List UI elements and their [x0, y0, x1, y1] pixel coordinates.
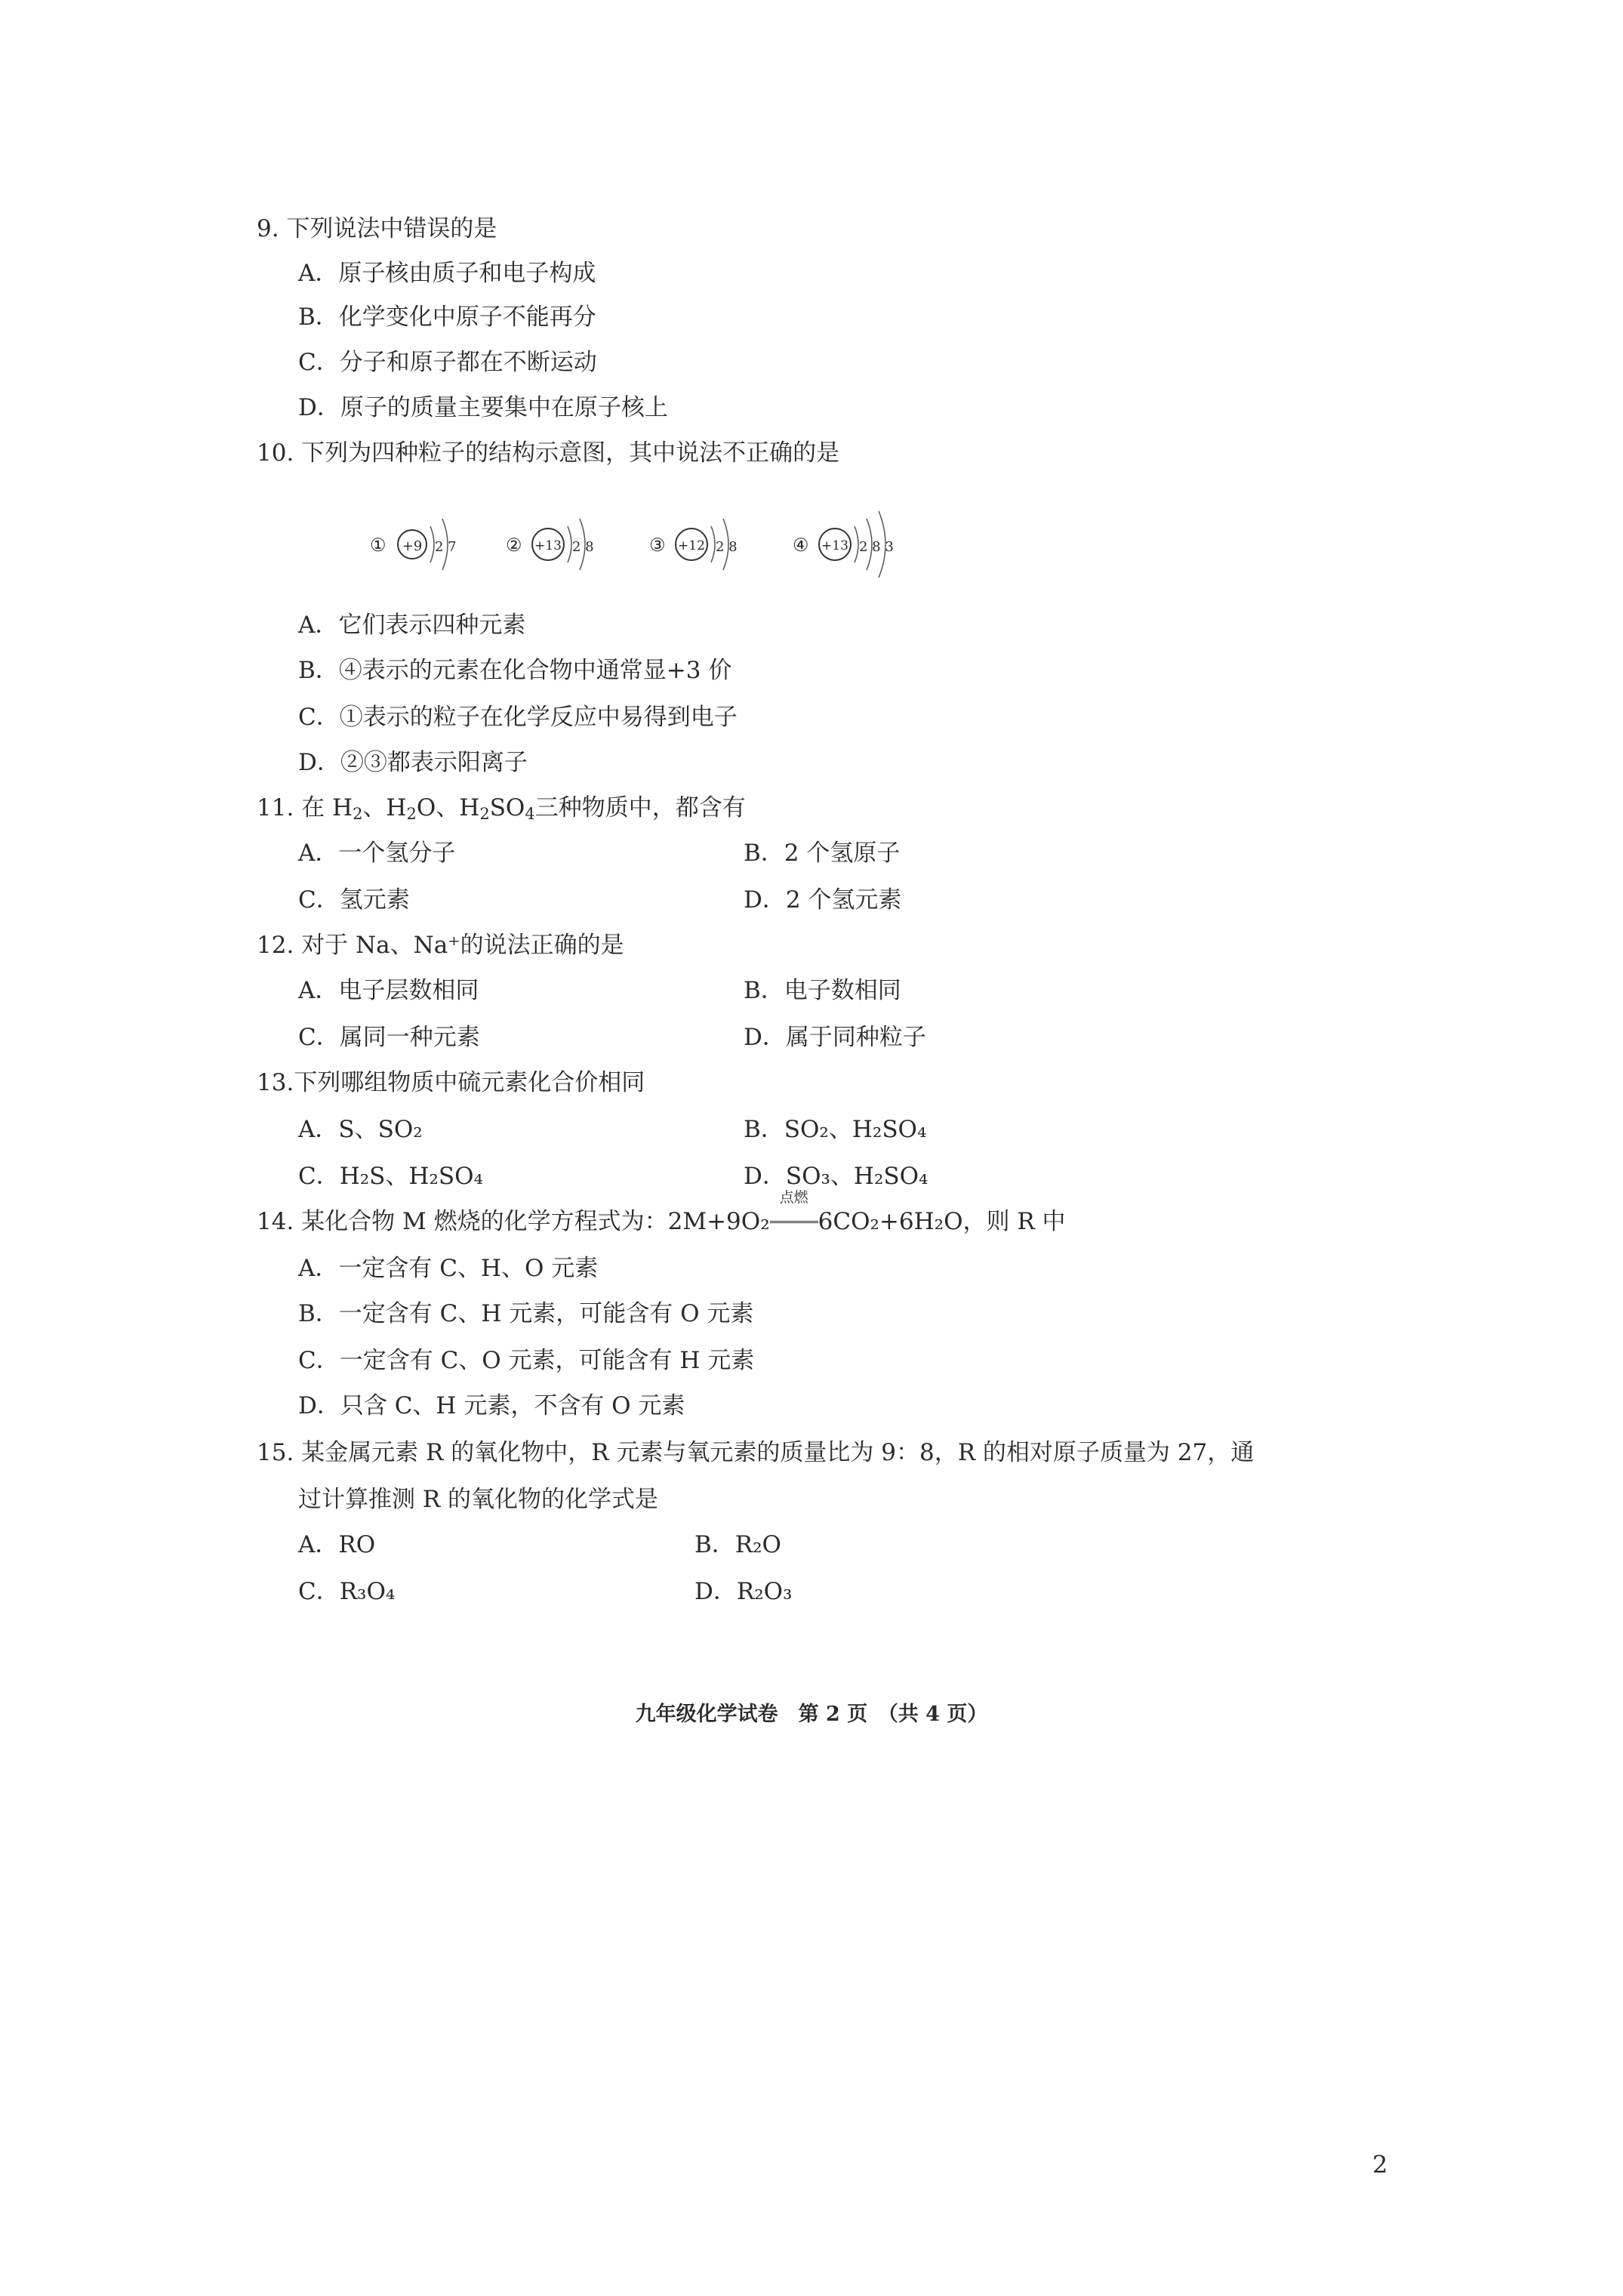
question-15-option-a: A．RO: [298, 1531, 376, 1558]
structure-diagram-2: [506, 519, 594, 570]
question-13-option-b: B．SO₂、H₂SO₄: [744, 1116, 927, 1143]
svg-text:+12: +12: [678, 538, 705, 553]
svg-text:②: ②: [506, 535, 522, 556]
question-9-option-a: A．原子核由质子和电子构成: [298, 260, 596, 287]
atomic-structure-diagrams: [370, 495, 944, 593]
question-15-stem-line2: 过计算推测 R 的氧化物的化学式是: [298, 1486, 659, 1513]
question-9-stem: 9. 下列说法中错误的是: [257, 215, 497, 242]
svg-text:④: ④: [793, 535, 809, 556]
svg-text:2 8: 2 8: [572, 539, 594, 555]
question-10-stem: 10. 下列为四种粒子的结构示意图，其中说法不正确的是: [257, 439, 840, 467]
question-14-stem: 14. 某化合物 M 燃烧的化学方程式为：2M+9O₂ 点燃 6CO₂+6H₂O，则 R 中: [257, 1189, 1066, 1235]
svg-text:+9: +9: [402, 538, 423, 554]
svg-text:①: ①: [370, 535, 387, 556]
question-14-option-c: C．一定含有 C、O 元素，可能含有 H 元素: [298, 1347, 755, 1374]
question-11-option-b: B．2 个氢原子: [744, 840, 901, 867]
question-9-option-d: D．原子的质量主要集中在原子核上: [298, 394, 668, 421]
question-12-option-a: A．电子层数相同: [298, 977, 479, 1004]
question-15-option-b: B．R₂O: [694, 1531, 781, 1558]
question-15-stem: 15. 某金属元素 R 的氧化物中，R 元素与氧元素的质量比为 9：8，R 的相对原子质量为 27，通: [257, 1439, 1255, 1466]
exam-footer: 九年级化学试卷 第 2 页 （共 4 页）: [635, 1703, 988, 1726]
question-12-option-d: D．属于同种粒子: [744, 1024, 926, 1051]
question-9-option-c: C．分子和原子都在不断运动: [298, 349, 597, 376]
svg-text:2 8 3: 2 8 3: [859, 539, 894, 555]
page-number: 2: [1372, 2150, 1388, 2179]
question-12-stem: 12. 对于 Na、Na⁺的说法正确的是: [257, 932, 624, 959]
svg-text:+13: +13: [534, 538, 562, 553]
question-12-option-b: B．电子数相同: [744, 977, 901, 1004]
svg-text:2 7: 2 7: [435, 539, 457, 555]
question-10-option-b: B．④表示的元素在化合物中通常显+3 价: [298, 657, 732, 684]
question-9-option-b: B．化学变化中原子不能再分: [298, 304, 596, 331]
question-13-stem: 13.下列哪组物质中硫元素化合价相同: [257, 1069, 645, 1096]
question-15-option-d: D．R₂O₃: [694, 1578, 793, 1605]
structure-diagram-1: [370, 519, 457, 570]
question-14-option-a: A．一定含有 C、H、O 元素: [298, 1255, 599, 1282]
question-11-option-d: D．2 个氢元素: [744, 886, 902, 914]
svg-text:2 8: 2 8: [716, 539, 738, 555]
question-13-option-d: D．SO₃、H₂SO₄: [744, 1163, 929, 1190]
structure-diagram-4: [793, 511, 894, 578]
question-10-option-c: C．①表示的粒子在化学反应中易得到电子: [298, 704, 738, 731]
question-15-option-c: C．R₃O₄: [298, 1578, 396, 1605]
question-10-option-a: A．它们表示四种元素: [298, 612, 526, 639]
question-11-option-a: A．一个氢分子: [298, 840, 456, 867]
question-14-option-d: D．只含 C、H 元素，不含有 O 元素: [298, 1392, 685, 1419]
question-11-stem: 11. 在 $H_2$、$H_2O$、$H_2SO_4$三种物质中，都含有: [257, 794, 746, 823]
question-10-option-d: D．②③都表示阳离子: [298, 749, 528, 776]
question-12-option-c: C．属同一种元素: [298, 1024, 480, 1051]
question-14-option-b: B．一定含有 C、H 元素，可能含有 O 元素: [298, 1300, 754, 1327]
svg-text:③: ③: [649, 535, 666, 556]
structure-diagram-3: [649, 519, 738, 570]
question-11-option-c: C．氢元素: [298, 886, 410, 914]
question-13-option-c: C．H₂S、H₂SO₄: [298, 1163, 483, 1190]
question-13-option-a: A．S、SO₂: [298, 1116, 423, 1143]
reaction-condition: 点燃: [770, 1207, 818, 1237]
svg-text:+13: +13: [821, 538, 848, 553]
